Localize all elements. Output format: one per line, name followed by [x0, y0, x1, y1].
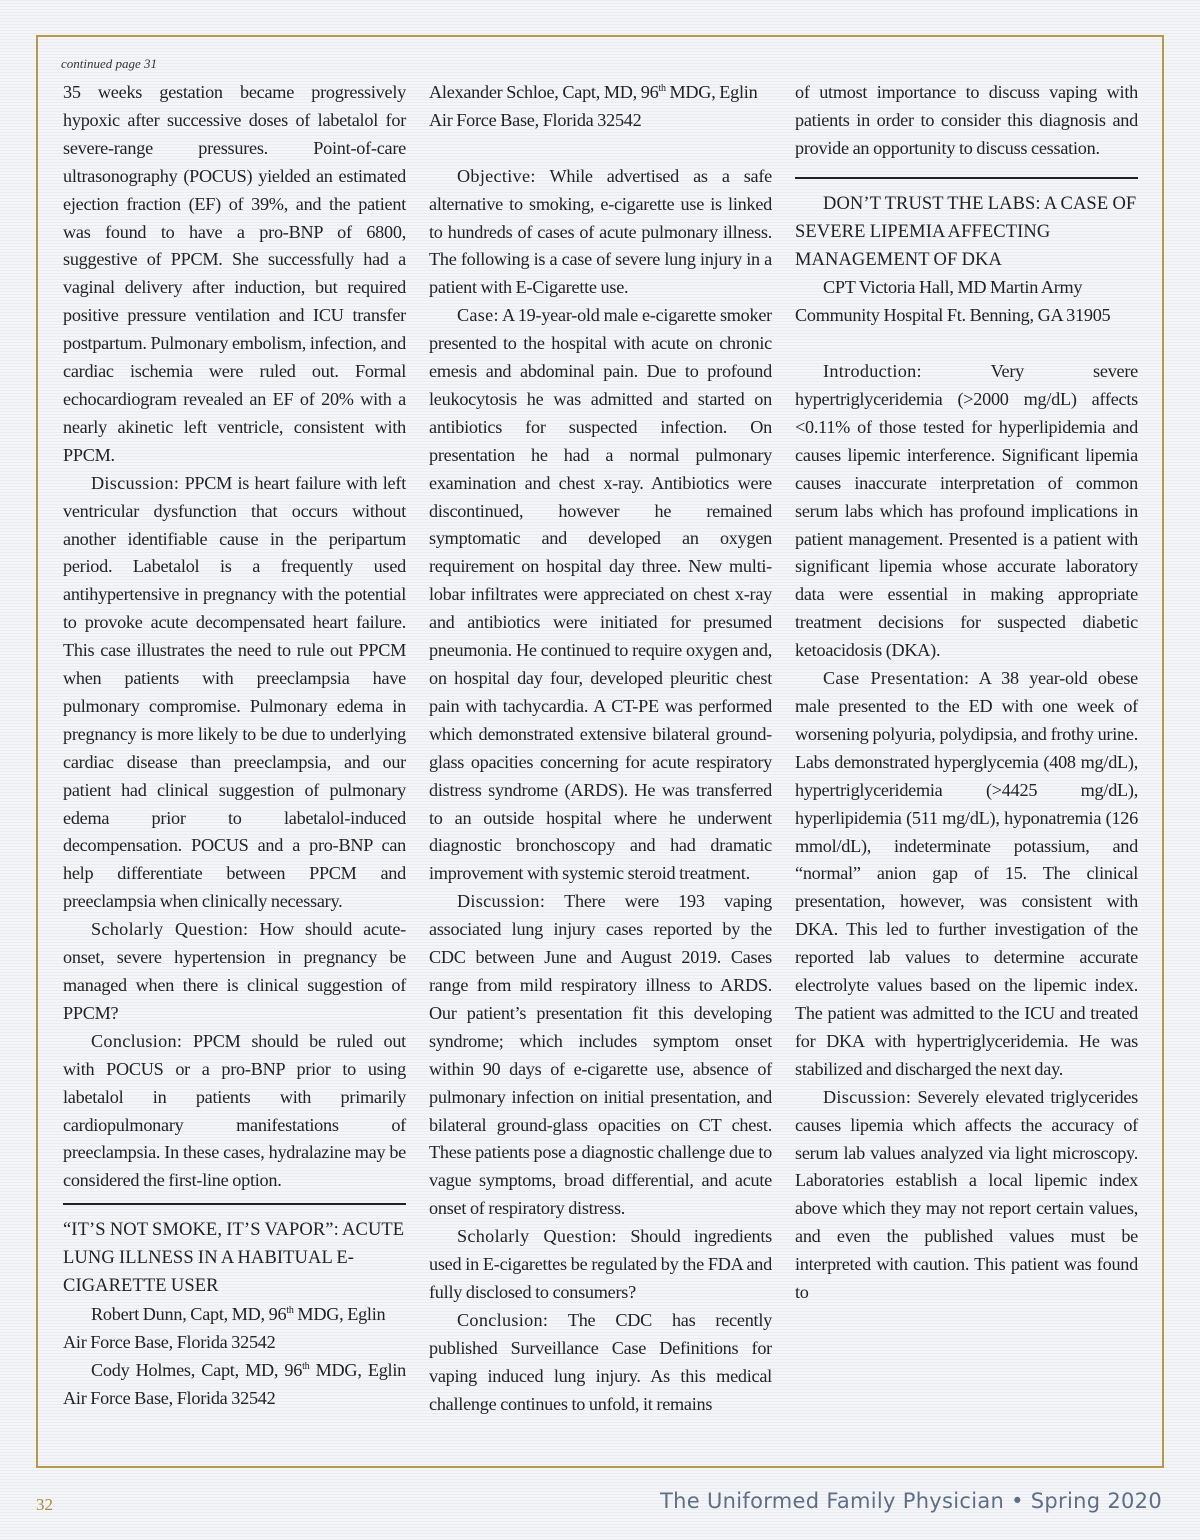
discussion-label: Discussion:: [91, 472, 180, 493]
author-sup: th: [286, 1304, 294, 1316]
col2-conclusion: [429, 1307, 772, 1419]
col3-discussion: [795, 1084, 1138, 1307]
scholarly-text: Should ingredients used in E-cigarettes be regulated by the FDA and fully disclosed to consumers?: [429, 1226, 772, 1302]
author-schloe: [429, 79, 772, 135]
col3-case: [795, 665, 1138, 1084]
conclusion-text: PPCM should be ruled out with POCUS or a pro-BNP prior to using labetalol in patients with primarily cardiopulmonary manifestations of preeclampsia. In these cases, hydralazine may be considered the first-line option.: [63, 1030, 406, 1191]
col3-paragraph: of utmost importance to discuss vaping with patients in order to consider this diagnosis and provide an opportunity to discuss cessation.: [795, 82, 1138, 158]
author-affiliation: MDG, Eglin Air Force Base, Florida 32542: [63, 1303, 386, 1352]
col3-introduction: [795, 358, 1138, 665]
discussion-text: There were 193 vaping associated lung injury cases reported by the CDC between June and August 2019. Cases range from mild respiratory illness to ARDS. Our patient’s presentation fit this developing syndrome; which includes symptom onset within 90 days of e-cigarette use, absence of pulmonary infection on initial presentation, and bilateral ground-glass opacities on CT chest. These patients pose a diagnostic challenge due to vague symptoms, broad differential, and acute onset of respiratory distress.: [429, 891, 772, 1219]
section-divider: [63, 1203, 406, 1205]
introduction-label: Introduction:: [823, 361, 922, 382]
scholarly-label: Scholarly Question:: [457, 1226, 617, 1247]
scholarly-text: How should acute-onset, severe hypertension in pregnancy be managed when there is clinical suggestion of PPCM?: [63, 919, 406, 1023]
objective-label: Objective:: [457, 165, 536, 186]
case-label: Case:: [457, 305, 499, 326]
author-hall: CPT Victoria Hall, MD Martin Army Community Hospital Ft. Benning, GA 31905: [795, 277, 1111, 326]
conclusion-text: The CDC has recently published Surveillance Case Definitions for vaping induced lung injury. As this medical challenge continues to unfold, it remains: [429, 1309, 772, 1414]
col2-case: [429, 302, 772, 888]
col2-objective: [429, 163, 772, 303]
article-heading-lipemia: DON’T TRUST THE LABS: A CASE OF SEVERE LIPEMIA AFFECTING MANAGEMENT OF DKA: [795, 193, 1137, 270]
introduction-text: Very severe hypertriglyceridemia (>2000 mg/dL) affects <0.11% of those tested for hyperlipidemia and causes lipemic interference. Significant lipemia causes inaccurate interpretation of common serum labs which has profound implications in patient management. Presented is a patient with significant lipemia whose accurate laboratory data were essential in making appropriate treatment decisions for suspected diabetic ketoacidosis (DKA).: [795, 361, 1138, 661]
objective-text: While advertised as a safe alternative to smoking, e-cigarette use is linked to hundreds of cases of acute pulmonary illness. The following is a case of severe lung injury in a patient with E-Cigarette use.: [429, 165, 772, 298]
section-divider: [795, 177, 1138, 179]
column-2: [429, 79, 772, 1418]
column-1: [63, 79, 406, 1413]
conclusion-label: Conclusion:: [91, 1030, 183, 1051]
column-3: [795, 79, 1138, 1307]
author-name: Cody Holmes, Capt, MD, 96: [91, 1359, 303, 1380]
author-affiliation: MDG, Eglin Air Force Base, Florida 32542: [429, 82, 758, 130]
col2-discussion: [429, 888, 772, 1223]
col2-scholarly: [429, 1223, 772, 1307]
discussion-label: Discussion:: [457, 891, 546, 912]
case-presentation-label: Case Presentation:: [823, 668, 970, 689]
discussion-text: PPCM is heart failure with left ventricular dysfunction that occurs without another identifiable cause in the peripartum period. Labetalol is a frequently used antihypertensive in pregnancy with the potential to provoke acute decompensated heart failure. This case illustrates the need to rule out PPCM when patients with preeclampsia have pulmonary compromise. Pulmonary edema in pregnancy is more likely to be due to underlying cardiac disease than preeclampsia, and our patient had clinical suggestion of pulmonary edema prior to labetalol-induced decompensation. POCUS and a pro-BNP can help differentiate between PPCM and preeclampsia when clinically necessary.: [63, 472, 406, 912]
discussion-text: Severely elevated triglycerides causes lipemia which affects the accuracy of serum lab values analyzed via light microscopy. Laboratories establish a local lipemic index above which they may not report certain values, and even the published values must be interpreted with caution. This patient was found to: [795, 1086, 1138, 1303]
col1-discussion: [63, 470, 406, 917]
conclusion-label: Conclusion:: [457, 1309, 549, 1330]
author-name: Robert Dunn, Capt, MD, 96: [91, 1303, 287, 1324]
col1-scholarly: [63, 916, 406, 1028]
author-holmes: [63, 1357, 406, 1413]
case-text: A 19-year-old male e-cigarette smoker presented to the hospital with acute on chronic emesis and abdominal pain. Due to profound leukocytosis he was admitted and started on antibiotics for suspected infection. On presentation he had a normal pulmonary examination and chest x-ray. Antibiotics were discontinued, however he remained symptomatic and developed an oxygen requirement on hospital day three. New multi-lobar infiltrates were appreciated on chest x-ray and antibiotics were initiated for presumed pneumonia. He continued to require oxygen and, on hospital day four, developed pleuritic chest pain with tachycardia. A CT-PE was performed which demonstrated extensive bilateral ground-glass opacities concerning for acute respiratory distress syndrome (ARDS). He was transferred to an outside hospital where he underwent diagnostic bronchoscopy and had dramatic improvement with systemic steroid treatment.: [429, 305, 772, 884]
col1-paragraph: 35 weeks gestation became progressively hypoxic after successive doses of labetalol for severe-range pressures. Point-of-care ultrasonography (POCUS) yielded an estimated ejection fraction (EF) of 39%, and the patient was found to have a pro-BNP of 6800, suggestive of PPCM. She successfully had a vaginal delivery after induction, but required positive pressure ventilation and ICU transfer postpartum. Pulmonary embolism, infection, and cardiac ischemia were ruled out. Formal echocardiogram revealed an EF of 20% with a nearly akinetic left ventricle, consistent with PPCM.: [63, 82, 406, 465]
col1-conclusion: [63, 1028, 406, 1195]
author-name: Alexander Schloe, Capt, MD, 96: [429, 82, 659, 102]
author-dunn: [63, 1301, 406, 1357]
continued-note: continued page 31: [61, 56, 158, 71]
page-number: 32: [36, 1495, 53, 1514]
author-affiliation: MDG, Eglin Air Force Base, Florida 32542: [63, 1359, 406, 1408]
author-sup: th: [302, 1360, 310, 1372]
article-heading-vapor: “IT’S NOT SMOKE, IT’S VAPOR”: ACUTE LUNG ILLNESS IN A HABITUAL E-CIGARETTE USER: [63, 1220, 405, 1297]
scholarly-label: Scholarly Question:: [91, 919, 249, 940]
author-sup: th: [658, 82, 666, 94]
discussion-label: Discussion:: [823, 1086, 912, 1107]
case-presentation-text: A 38 year-old obese male presented to the ED with one week of worsening polyuria, polydipsia, and frothy urine. Labs demonstrated hyperglycemia (408 mg/dL), hypertriglyceridemia (>4425 mg/dL), hyperlipidemia (511 mg/dL), hyponatremia (126 mmol/dL), indeterminate potassium, and “normal” anion gap of 15. The clinical presentation, however, was consistent with DKA. This led to further investigation of the reported lab values to determine accurate electrolyte values based on the lipemic index. The patient was admitted to the ICU and treated for DKA with hypertriglyceridemia. He was stabilized and discharged the next day.: [795, 668, 1139, 1079]
publication-title: The Uniformed Family Physician • Spring 2020: [660, 1489, 1162, 1513]
